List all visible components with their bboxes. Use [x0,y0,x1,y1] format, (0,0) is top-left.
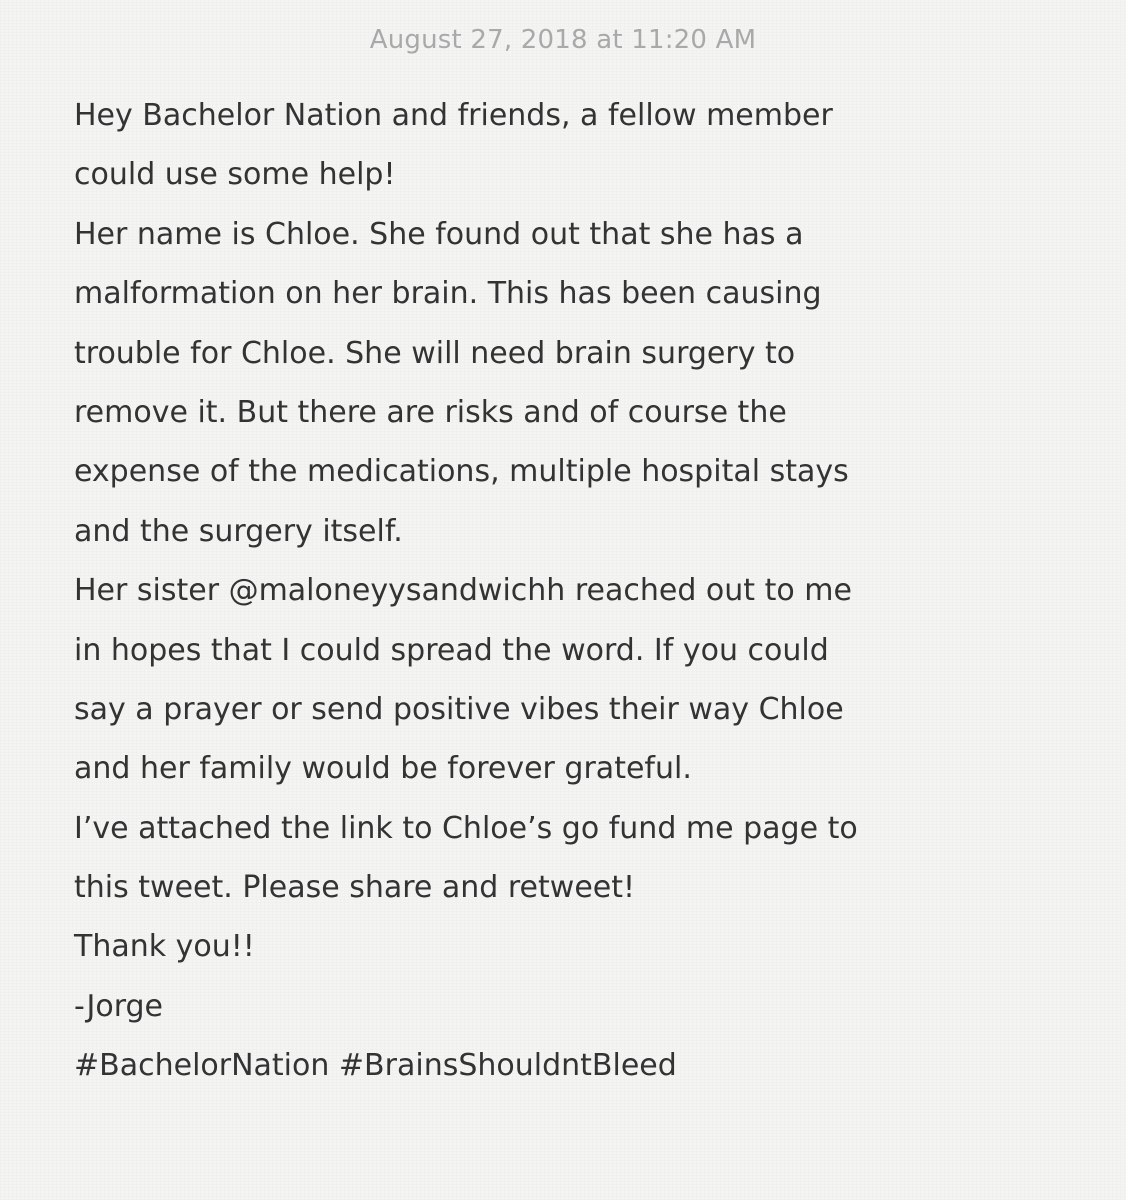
note-line: and her family would be forever grateful. [74,751,692,787]
note-line: expense of the medications, multiple hospital stays [74,454,849,490]
note-line: Thank you!! [74,929,255,965]
note-line: #BachelorNation #BrainsShouldntBleed [74,1048,677,1084]
note-line: Hey Bachelor Nation and friends, a fellow member [74,98,833,133]
note-line: trouble for Chloe. She will need brain surgery to [74,335,796,371]
note-line: -Jorge [74,988,164,1024]
note-body[interactable] [74,86,1084,1096]
note-timestamp: August 27, 2018 at 11:20 AM [369,25,757,55]
note-line: in hopes that I could spread the word. If you could [74,632,829,668]
note-line: Her sister @maloneyysandwichh reached out to me [74,573,852,609]
note-line: this tweet. Please share and retweet! [74,870,636,906]
note-line: remove it. But there are risks and of course the [74,394,787,430]
note-line: say a prayer or send positive vibes their way Chloe [74,691,844,727]
note-line: and the surgery itself. [74,513,403,549]
note-line: could use some help! [74,157,396,193]
note-line: malformation on her brain. This has been causing [74,276,822,312]
note-line: Her name is Chloe. She found out that she has a [74,216,804,252]
note-line: I’ve attached the link to Chloe’s go fund me page to [74,810,858,846]
